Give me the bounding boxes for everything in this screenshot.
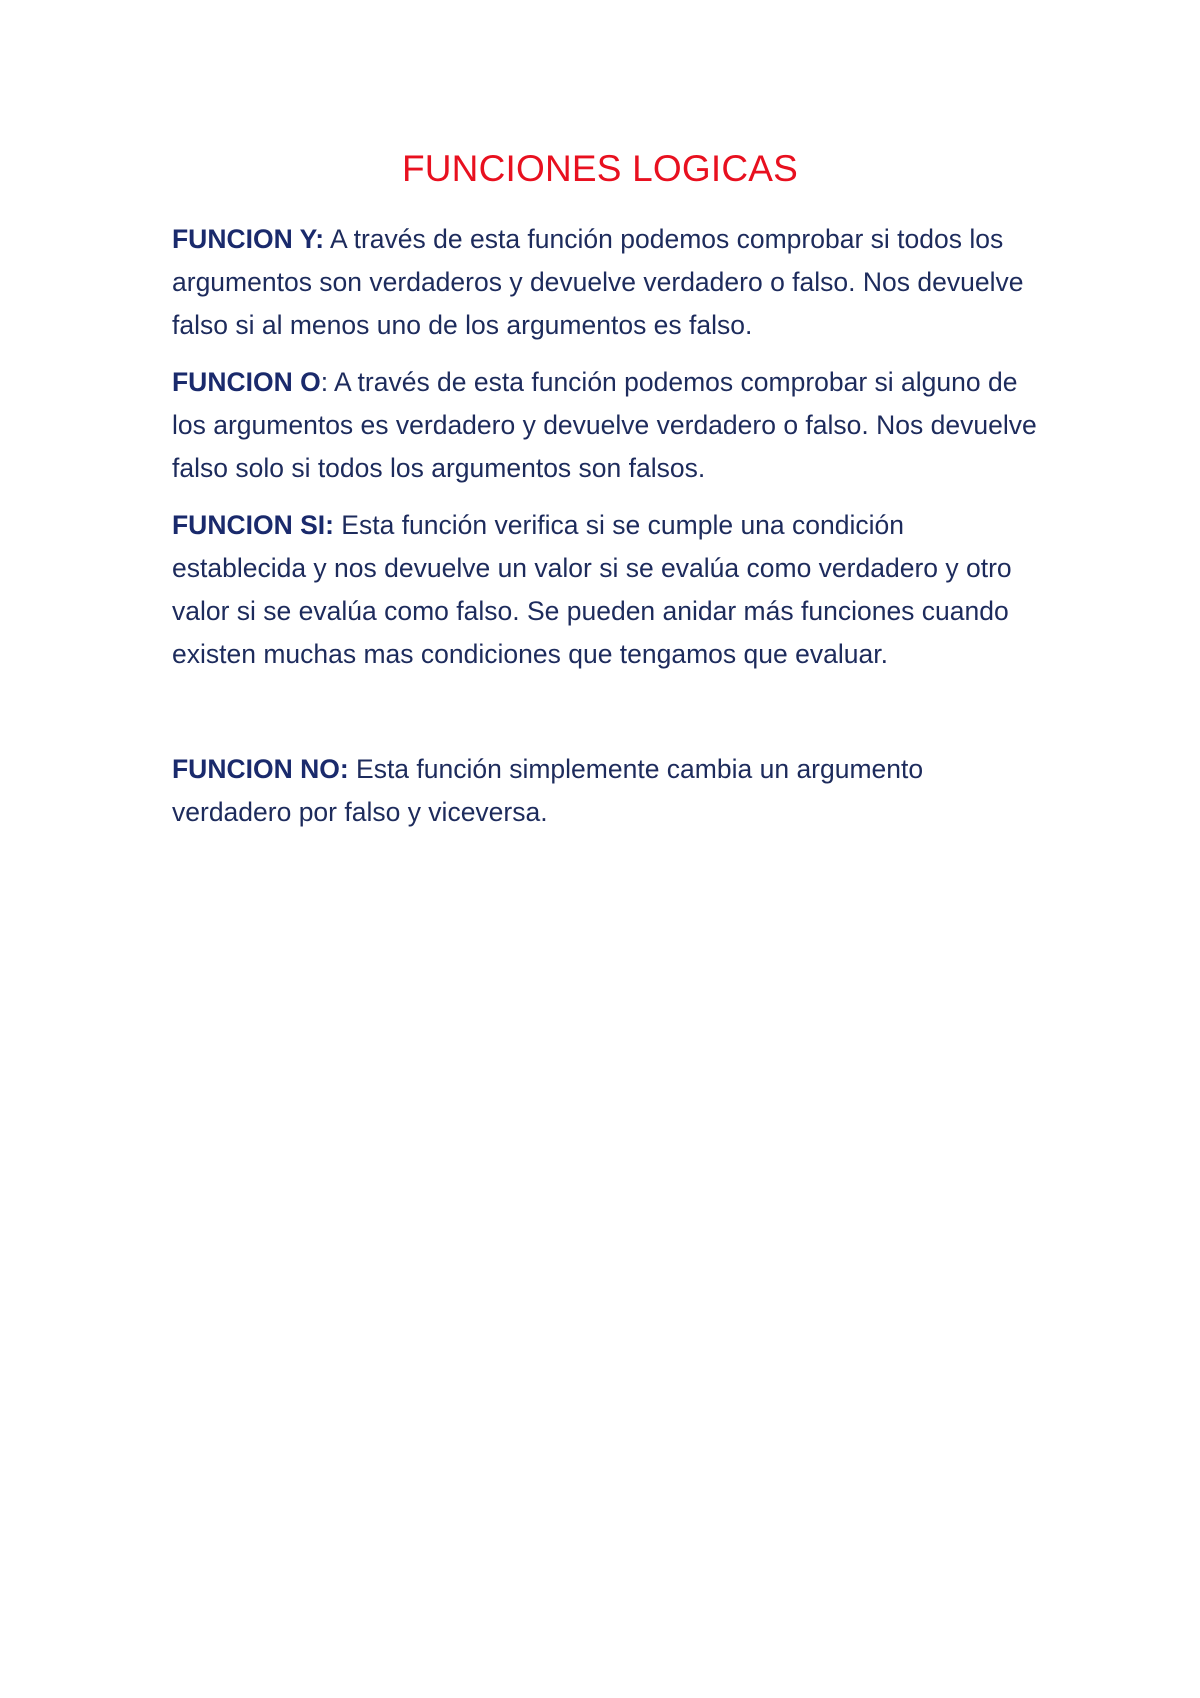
paragraph-funcion-y	[172, 218, 1042, 347]
term-funcion-y: FUNCION Y:	[172, 224, 325, 254]
paragraph-funcion-o	[172, 361, 1042, 490]
term-funcion-no: FUNCION NO:	[172, 754, 349, 784]
description-funcion-o: : A través de esta función podemos comprobar si alguno de los argumentos es verdadero y devuelve verdadero o falso. Nos devuelve falso solo si todos los argumentos son falsos.	[172, 367, 1037, 483]
description-funcion-no: Esta función simplemente cambia un argumento verdadero por falso y viceversa.	[172, 754, 924, 827]
description-funcion-y: A través de esta función podemos comprobar si todos los argumentos son verdaderos y devuelve verdadero o falso. Nos devuelve falso si al menos uno de los argumentos es falso.	[172, 224, 1024, 340]
paragraph-funcion-no	[172, 748, 1042, 834]
page-title: FUNCIONES LOGICAS	[401, 148, 799, 189]
term-funcion-si: FUNCION SI:	[172, 510, 334, 540]
description-funcion-si: Esta función verifica si se cumple una condición establecida y nos devuelve un valor si se evalúa como verdadero y otro valor si se evalúa como falso. Se pueden anidar más funciones cuando existen muchas mas condiciones que tengamos que evaluar.	[172, 510, 1012, 669]
term-funcion-o: FUNCION O	[172, 367, 321, 397]
document-body	[172, 218, 1042, 848]
paragraph-funcion-si	[172, 504, 1042, 676]
